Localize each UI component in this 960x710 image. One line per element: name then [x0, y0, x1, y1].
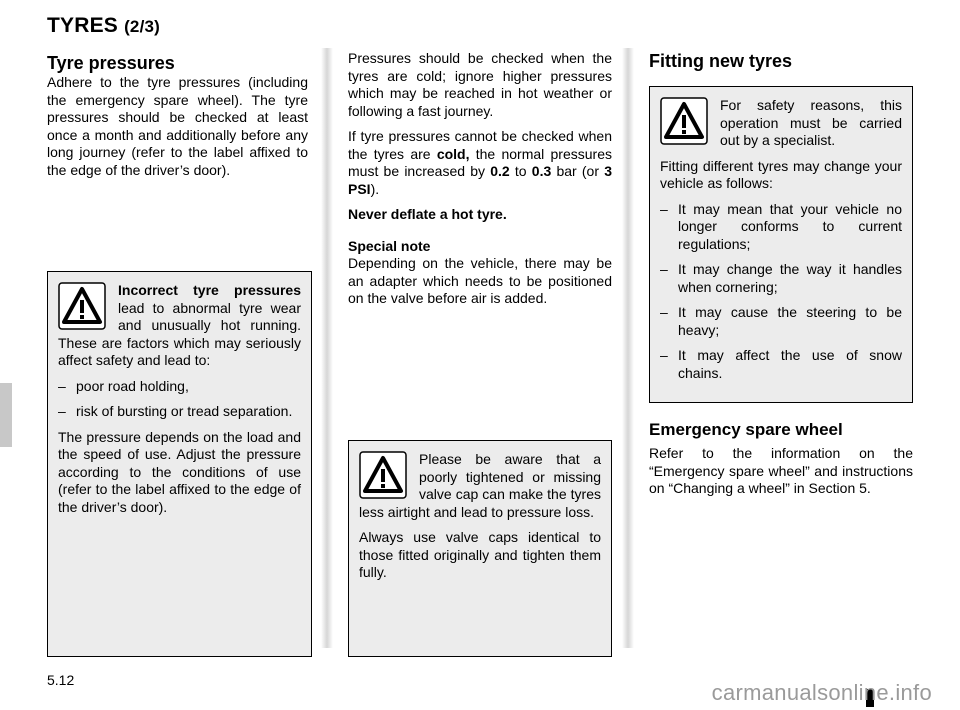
column-2 — [348, 50, 612, 316]
list-item: – poor road holding, — [58, 377, 189, 394]
pressure-cold-para: If tyre pressures cannot be checked when the tyres are cold, the normal pressures must be increased by 0.2 to 0.3 bar (or 3 PSI). — [348, 128, 612, 197]
fitting-safety-note: For safety reasons, this operation must be carried out by a specialist. — [720, 97, 902, 148]
valve-cap-warning: Please be aware that a poorly tightened or missing valve cap can make the tyres less airtight and lead to pressure loss. — [359, 451, 601, 520]
special-note-text: Depending on the vehicle, there may be an adapter which needs to be positioned on the valve before air is added. — [348, 255, 612, 306]
spare-wheel-text: Refer to the information on the “Emergency spare wheel” and instructions on “Changing a wheel” in Section 5. — [649, 445, 913, 496]
warning-box-fitting — [649, 86, 913, 403]
page-title — [47, 14, 160, 38]
tyre-pressures-intro: Adhere to the tyre pressures (including the emergency spare wheel). The tyre pressures should be checked at least once a month and additionally before any long journey (refer to the label affixed to the edge of the driver’s door). — [47, 74, 308, 178]
list-item: – It may affect the use of snow chains. — [660, 347, 902, 381]
page-number: 5.12 — [47, 672, 75, 688]
pressure-check-para: Pressures should be checked when the tyres are cold; ignore higher pressures which may be reached in hot weather or following a fast journey. — [348, 50, 612, 119]
fitting-change-intro: Fitting different tyres may change your vehicle as follows: — [660, 157, 902, 191]
never-deflate-note: Never deflate a hot tyre. — [348, 206, 507, 222]
column-divider-2 — [622, 48, 634, 648]
section-tab — [0, 383, 12, 447]
special-note-title: Special note — [348, 237, 431, 254]
warning-triangle-icon — [660, 97, 708, 145]
title-main: TYRES — [47, 14, 119, 37]
column-3-lower — [649, 419, 913, 506]
warning-triangle-icon — [58, 282, 106, 330]
valve-cap-advice: Always use valve caps identical to those fitted originally and tighten them fully. — [359, 529, 601, 580]
heading-emergency-spare-wheel: Emergency spare wheel — [649, 420, 843, 439]
list-item: – It may change the way it handles when cornering; — [660, 261, 902, 295]
warning-pressures-lead: Incorrect tyre pressures lead to abnormal tyre wear and unusually hot running. These are factors which may seriously affect safety and lead to: — [58, 282, 301, 368]
column-1 — [47, 52, 308, 187]
column-3-header — [649, 50, 913, 72]
list-item: – It may cause the steering to be heavy; — [660, 304, 902, 338]
warning-pressures-para: The pressure depends on the load and the speed of use. Adjust the pressure according to the conditions of use (refer to the label affixed to the edge of the driver’s door). — [58, 428, 301, 515]
warning-triangle-icon — [359, 451, 407, 499]
watermark: carmanualsonline.info — [711, 680, 932, 705]
title-part: (2/3) — [124, 17, 161, 36]
list-item: – It may mean that your vehicle no longer conforms to current regulations; — [660, 200, 902, 252]
heading-fitting-new-tyres: Fitting new tyres — [649, 51, 793, 71]
warning-box-valve-cap — [348, 440, 612, 657]
warning-box-pressures — [47, 271, 312, 657]
heading-tyre-pressures: Tyre pressures — [47, 53, 175, 73]
column-divider-1 — [321, 48, 333, 648]
list-item: – risk of bursting or tread separation. — [58, 403, 293, 419]
